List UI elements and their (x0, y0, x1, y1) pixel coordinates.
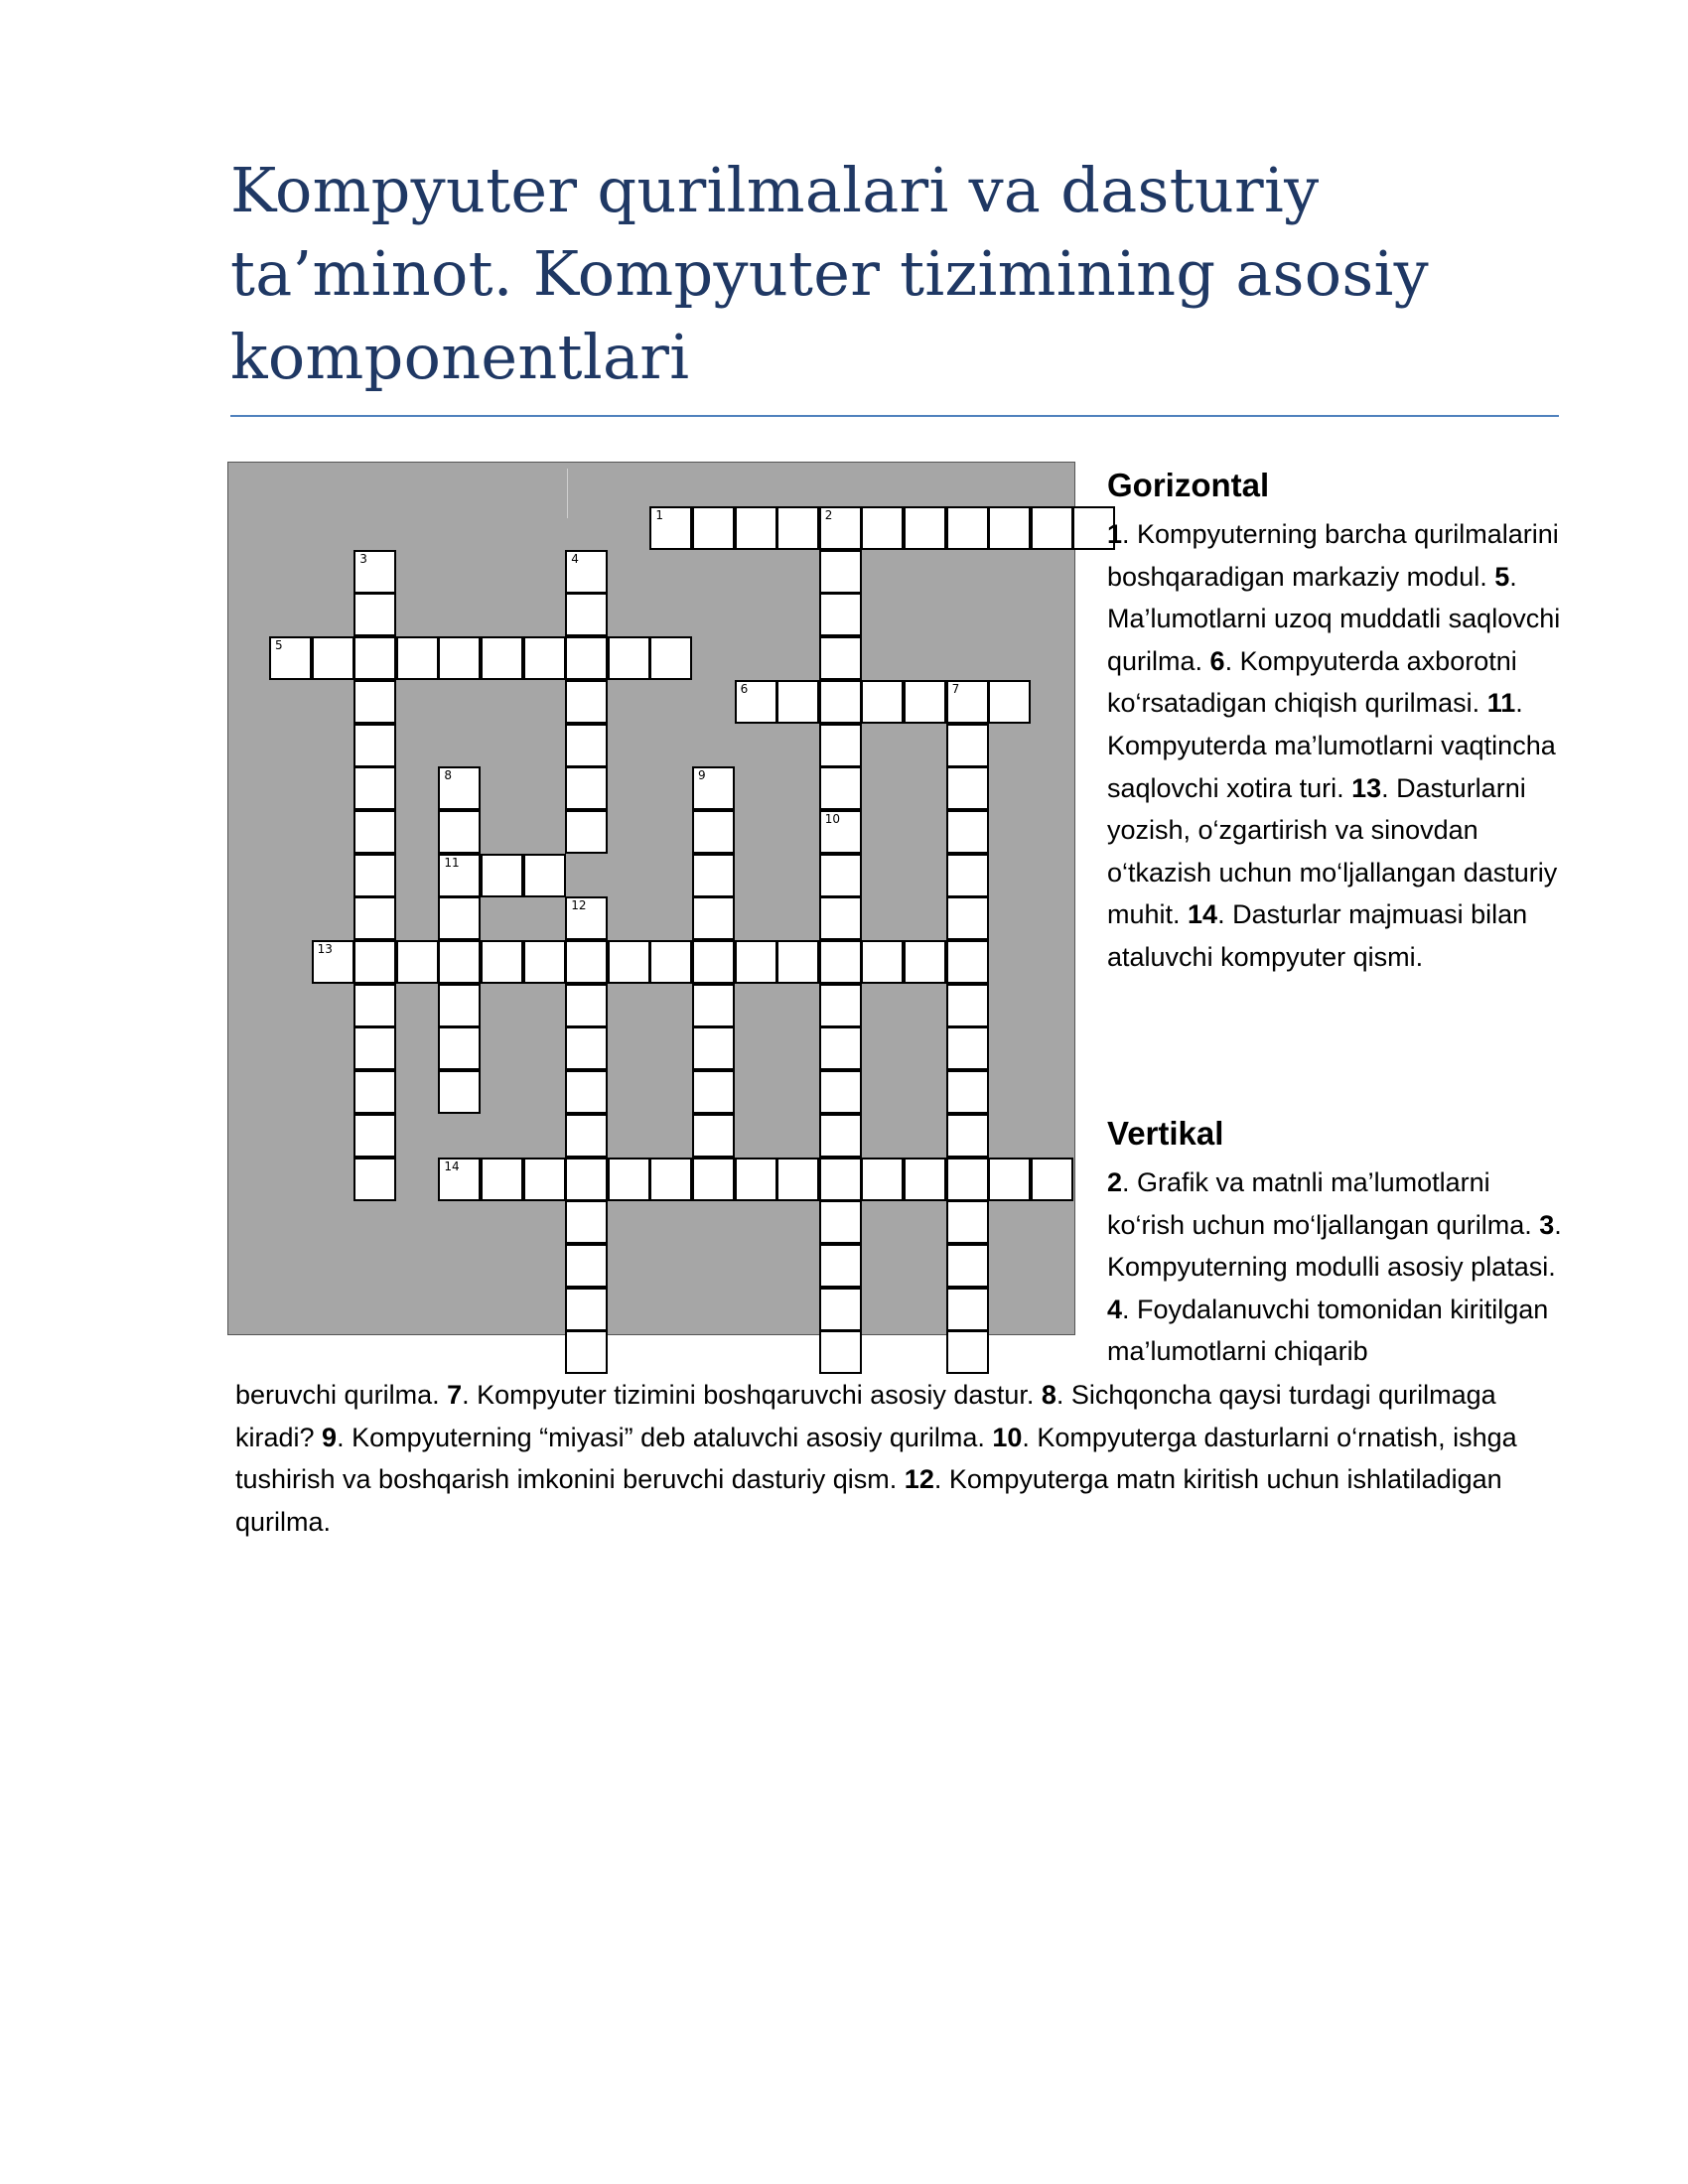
crossword-cell[interactable] (904, 680, 946, 724)
clue-text: . Kompyuter tizimini boshqaruvchi asosiy dastur. (462, 1380, 1042, 1410)
clue-text: . Kompyuterning barcha qurilmalarini boshqaradigan markaziy modul. (1107, 519, 1559, 592)
crossword-cell[interactable] (861, 940, 904, 984)
crossword-cell[interactable] (353, 766, 396, 810)
clue-text: . Foydalanuvchi tomonidan kiritilgan ma’lumotlarni chiqarib (1107, 1294, 1549, 1367)
cell-number: 7 (951, 681, 960, 696)
crossword-cell[interactable] (946, 1330, 989, 1374)
crossword-cell[interactable] (946, 1114, 989, 1158)
crossword-cell[interactable] (819, 766, 862, 810)
crossword-cell[interactable] (565, 1114, 608, 1158)
clue-number: 3 (1539, 1209, 1555, 1240)
cell-number: 4 (571, 551, 579, 566)
crossword-cell[interactable] (438, 636, 481, 680)
crossword-cell[interactable] (819, 1330, 862, 1374)
cell-number: 2 (824, 508, 833, 522)
crossword-cell[interactable] (353, 1158, 396, 1201)
clue-number: 10 (992, 1422, 1023, 1452)
crossword-cell[interactable] (565, 680, 608, 724)
clue-text: beruvchi qurilma. (235, 1380, 448, 1410)
crossword-cell[interactable] (988, 1158, 1031, 1201)
crossword-cell[interactable] (946, 1288, 989, 1331)
crossword-cell[interactable] (692, 1070, 735, 1114)
crossword-cell[interactable] (353, 1114, 396, 1158)
crossword-cell[interactable] (776, 940, 819, 984)
cell-number: 14 (444, 1159, 460, 1173)
crossword-cell[interactable] (481, 940, 523, 984)
clue-number: 5 (1494, 561, 1510, 592)
crossword-cell[interactable] (565, 940, 608, 984)
clue-number: 13 (1351, 772, 1382, 803)
crossword-cell[interactable] (904, 506, 946, 550)
crossword-cell[interactable] (565, 724, 608, 767)
crossword-cell[interactable] (692, 1158, 735, 1201)
crossword-cell[interactable] (649, 506, 692, 550)
crossword-cell[interactable] (312, 940, 354, 984)
across-heading: Gorizontal (1107, 467, 1270, 503)
crossword-cell[interactable] (438, 854, 481, 897)
title-divider (230, 415, 1559, 417)
clue-item (1107, 1295, 1548, 1367)
crossword-cell[interactable] (946, 896, 989, 940)
crossword-cell[interactable] (819, 810, 862, 854)
cell-number: 3 (359, 551, 367, 566)
crossword-cell[interactable] (523, 636, 566, 680)
crossword-cell[interactable] (776, 680, 819, 724)
clue-item (1107, 519, 1559, 592)
crossword-cell[interactable] (946, 1244, 989, 1288)
crossword-cell[interactable] (438, 1026, 481, 1070)
crossword-cell[interactable] (396, 636, 439, 680)
crossword-cell[interactable] (565, 1288, 608, 1331)
crossword-cell[interactable] (523, 854, 566, 897)
crossword-cell[interactable] (438, 766, 481, 810)
crossword-grid (227, 462, 1075, 1335)
crossword-cell[interactable] (735, 940, 777, 984)
clue-number: 1 (1107, 519, 1123, 549)
crossword-cell[interactable] (692, 810, 735, 854)
crossword-cell[interactable] (396, 940, 439, 984)
crossword-cell[interactable] (649, 1158, 692, 1201)
crossword-cell[interactable] (523, 940, 566, 984)
cell-number: 9 (698, 768, 706, 783)
cell-number: 6 (740, 681, 749, 696)
crossword-cell[interactable] (565, 636, 608, 680)
clue-text: . Dasturlar majmuasi bilan ataluvchi kompyuter qismi. (1107, 899, 1528, 972)
crossword-cell[interactable] (819, 1114, 862, 1158)
crossword-cell[interactable] (565, 550, 608, 594)
crossword-cell[interactable] (861, 506, 904, 550)
clue-item (447, 1380, 1042, 1410)
crossword-cell[interactable] (608, 1158, 650, 1201)
crossword-cell[interactable] (904, 940, 946, 984)
crossword-cell[interactable] (735, 1158, 777, 1201)
crossword-cell[interactable] (565, 1070, 608, 1114)
crossword-cell[interactable] (946, 1026, 989, 1070)
crossword-cell[interactable] (946, 810, 989, 854)
crossword-cell[interactable] (565, 593, 608, 636)
clue-text: . Sichqoncha qaysi turdagi qurilmaga kiradi? (235, 1380, 1496, 1452)
crossword-cell[interactable] (565, 896, 608, 940)
crossword-cell[interactable] (565, 766, 608, 810)
crossword-cell[interactable] (353, 940, 396, 984)
crossword-cell[interactable] (692, 766, 735, 810)
clue-text: . Kompyuterga matn kiritish uchun ishlatiladigan qurilma. (235, 1464, 1502, 1537)
crossword-cell[interactable] (353, 593, 396, 636)
crossword-cell[interactable] (608, 940, 650, 984)
clue-item (322, 1423, 992, 1452)
crossword-cell[interactable] (692, 854, 735, 897)
crossword-cell[interactable] (353, 896, 396, 940)
crossword-cell[interactable] (353, 724, 396, 767)
crossword-cell[interactable] (819, 593, 862, 636)
page-title: Kompyuter qurilmalari va dasturiy ta’minot. Kompyuter tizimining asosiy komponentlari (230, 154, 1429, 393)
crossword-cell[interactable] (988, 506, 1031, 550)
crossword-cell[interactable] (353, 1070, 396, 1114)
clue-number: 14 (1188, 899, 1218, 930)
crossword-cell[interactable] (946, 984, 989, 1027)
clue-text: . Dasturlarni yozish, o‘zgartirish va sinovdan o‘tkazish uchun mo‘ljallangan dasturiy muhit. (1107, 772, 1558, 930)
clue-text: . Kompyuterning modulli asosiy platasi. (1107, 1209, 1562, 1283)
clue-text: . Ma’lumotlarni uzoq muddatli saqlovchi qurilma. (1107, 561, 1561, 676)
crossword-cell[interactable] (692, 984, 735, 1027)
crossword-cell[interactable] (819, 1200, 862, 1244)
crossword-cell[interactable] (565, 984, 608, 1027)
cell-number: 10 (824, 811, 841, 826)
crossword-cell[interactable] (861, 680, 904, 724)
crossword-cell[interactable] (946, 1200, 989, 1244)
crossword-cell[interactable] (1031, 506, 1073, 550)
crossword-cell[interactable] (819, 1158, 862, 1201)
clue-number: 7 (447, 1380, 463, 1410)
grid-divider-line (567, 469, 568, 518)
crossword-cell[interactable] (776, 506, 819, 550)
clue-number: 4 (1107, 1294, 1123, 1324)
crossword-cell[interactable] (946, 1070, 989, 1114)
crossword-cell[interactable] (353, 854, 396, 897)
crossword-cell[interactable] (946, 506, 989, 550)
crossword-cell[interactable] (776, 1158, 819, 1201)
crossword-cell[interactable] (565, 1200, 608, 1244)
crossword-cell[interactable] (819, 984, 862, 1027)
cell-number: 11 (444, 855, 460, 870)
clue-text: . Kompyuterda ma’lumotlarni vaqtincha saqlovchi xotira turi. (1107, 688, 1556, 803)
crossword-cell[interactable] (819, 1070, 862, 1114)
crossword-cell[interactable] (353, 984, 396, 1027)
crossword-cell[interactable] (523, 1158, 566, 1201)
crossword-cell[interactable] (481, 636, 523, 680)
clue-number: 6 (1209, 645, 1225, 676)
crossword-cell[interactable] (819, 940, 862, 984)
clue-text: . Grafik va matnli ma’lumotlarni ko‘rish uchun mo‘ljallangan qurilma. (1107, 1167, 1540, 1240)
crossword-cell[interactable] (565, 810, 608, 854)
crossword-cell[interactable] (353, 810, 396, 854)
crossword-cell[interactable] (565, 1330, 608, 1374)
crossword-cell[interactable] (692, 896, 735, 940)
clue-item (1107, 1167, 1539, 1240)
crossword-cell[interactable] (819, 854, 862, 897)
crossword-cell[interactable] (861, 1158, 904, 1201)
crossword-cell[interactable] (312, 636, 354, 680)
cell-number: 5 (275, 638, 283, 653)
crossword-cell[interactable] (438, 810, 481, 854)
crossword-cell[interactable] (904, 1158, 946, 1201)
crossword-cell[interactable] (819, 550, 862, 594)
across-clues (1107, 513, 1574, 979)
crossword-cell[interactable] (946, 1158, 989, 1201)
crossword-cell[interactable] (735, 506, 777, 550)
crossword-cell[interactable] (481, 1158, 523, 1201)
crossword-cell[interactable] (353, 680, 396, 724)
clue-text: . Kompyuterning “miyasi” deb ataluvchi asosiy qurilma. (337, 1422, 993, 1452)
clue-text: . Kompyuterga dasturlarni o‘rnatish, ishga tushirish va boshqarish imkonini beruvchi dasturiy qism. (235, 1422, 1517, 1495)
down-clues-continued (235, 1374, 1581, 1543)
crossword-cell[interactable] (438, 940, 481, 984)
cell-number: 12 (571, 898, 587, 913)
crossword-cell[interactable] (1031, 1158, 1073, 1201)
crossword-cell[interactable] (819, 724, 862, 767)
crossword-cell[interactable] (692, 940, 735, 984)
crossword-cell[interactable] (608, 636, 650, 680)
crossword-cell[interactable] (819, 1244, 862, 1288)
crossword-cell[interactable] (565, 1158, 608, 1201)
cell-number: 1 (655, 508, 664, 522)
crossword-cell[interactable] (946, 940, 989, 984)
clue-text: . Kompyuterda axborotni ko‘rsatadigan chiqish qurilmasi. (1107, 645, 1517, 719)
crossword-cell[interactable] (819, 506, 862, 550)
crossword-cell[interactable] (946, 724, 989, 767)
cell-number: 8 (444, 768, 453, 783)
crossword-cell[interactable] (565, 1026, 608, 1070)
crossword-cell[interactable] (946, 680, 989, 724)
crossword-cell[interactable] (269, 636, 312, 680)
crossword-cell[interactable] (946, 854, 989, 897)
crossword-cell[interactable] (819, 896, 862, 940)
cell-number: 13 (317, 942, 333, 956)
crossword-cell[interactable] (692, 1026, 735, 1070)
crossword-cell[interactable] (819, 1288, 862, 1331)
clue-number: 11 (1486, 688, 1516, 719)
crossword-cell[interactable] (353, 636, 396, 680)
crossword-cell[interactable] (735, 680, 777, 724)
crossword-cell[interactable] (649, 636, 692, 680)
clue-number: 8 (1041, 1380, 1056, 1410)
crossword-cell[interactable] (481, 854, 523, 897)
crossword-cell[interactable] (353, 1026, 396, 1070)
crossword-cell[interactable] (438, 896, 481, 940)
clue-number: 2 (1107, 1167, 1123, 1197)
crossword-cell[interactable] (819, 636, 862, 680)
crossword-cell[interactable] (819, 680, 862, 724)
crossword-cell[interactable] (565, 1244, 608, 1288)
clue-number: 9 (322, 1422, 338, 1452)
crossword-cell[interactable] (438, 1158, 481, 1201)
crossword-cell[interactable] (438, 1070, 481, 1114)
crossword-cell[interactable] (353, 550, 396, 594)
crossword-cell[interactable] (438, 984, 481, 1027)
crossword-cell[interactable] (819, 1026, 862, 1070)
down-heading: Vertikal (1107, 1115, 1224, 1152)
crossword-cell[interactable] (692, 1114, 735, 1158)
crossword-cell[interactable] (988, 680, 1031, 724)
crossword-cell[interactable] (946, 766, 989, 810)
down-clues (1107, 1161, 1574, 1373)
clue-number: 12 (904, 1464, 934, 1495)
crossword-cell[interactable] (649, 940, 692, 984)
crossword-cell[interactable] (692, 506, 735, 550)
